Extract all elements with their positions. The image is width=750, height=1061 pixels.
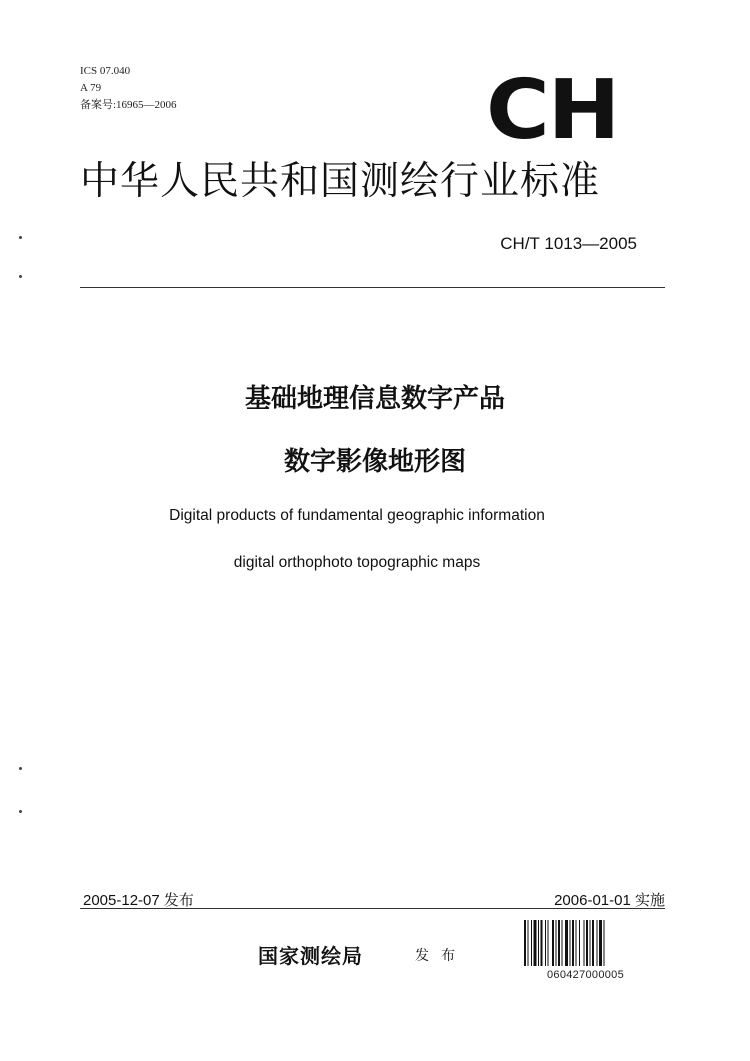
barcode-bar [545,920,546,966]
barcode-bar [565,920,568,966]
barcode-bar [584,920,585,966]
scan-speck [19,767,22,770]
publish-label: 发布 [415,948,467,964]
barcode-digits: 060427000005 [547,969,625,981]
barcode-bar [572,920,574,966]
scan-speck [19,810,22,813]
barcode-bar [586,920,588,966]
scan-speck [19,275,22,278]
chinese-title-line-2: 数字影像地形图 [283,447,466,477]
implementation-date: 2006-01-01 实施 [554,892,665,909]
top-divider [80,287,665,288]
standard-number: CH/T 1013—2005 [500,234,637,253]
barcode-bar [548,920,549,966]
scan-speck [19,236,22,239]
publisher-name: 国家测绘局 [258,944,363,968]
barcode [524,920,658,966]
english-title-line-1: Digital products of fundamental geographic information [169,507,545,524]
ics-code: ICS 07.040 [80,65,131,77]
barcode-bar [599,920,602,966]
barcode-bar [604,920,605,966]
barcode-bar [531,920,532,966]
barcode-bar [528,920,529,966]
barcode-bar [558,920,560,966]
ccs-code: A 79 [80,82,102,94]
barcode-bar [524,920,526,966]
classification-block [80,63,177,114]
english-title-line-2: digital orthophoto topographic maps [233,554,481,571]
barcode-bar [562,920,563,966]
barcode-bar [579,920,580,966]
chinese-title-line-1: 基础地理信息数字产品 [244,384,505,414]
barcode-bar [538,920,539,966]
barcode-bar [541,920,543,966]
barcode-bar [570,920,571,966]
bottom-divider [80,908,665,909]
barcode-bar [597,920,598,966]
barcode-bar [534,920,537,966]
barcode-bar [590,920,591,966]
barcode-bar [576,920,577,966]
barcode-bar [592,920,594,966]
barcode-bar [556,920,557,966]
ch-logo: CH [486,63,619,158]
filing-number: 备案号:16965—2006 [80,99,177,111]
issue-date: 2005-12-07 发布 [83,892,194,909]
standard-category-title: 中华人民共和国测绘行业标准 [80,159,601,204]
barcode-bar [552,920,554,966]
